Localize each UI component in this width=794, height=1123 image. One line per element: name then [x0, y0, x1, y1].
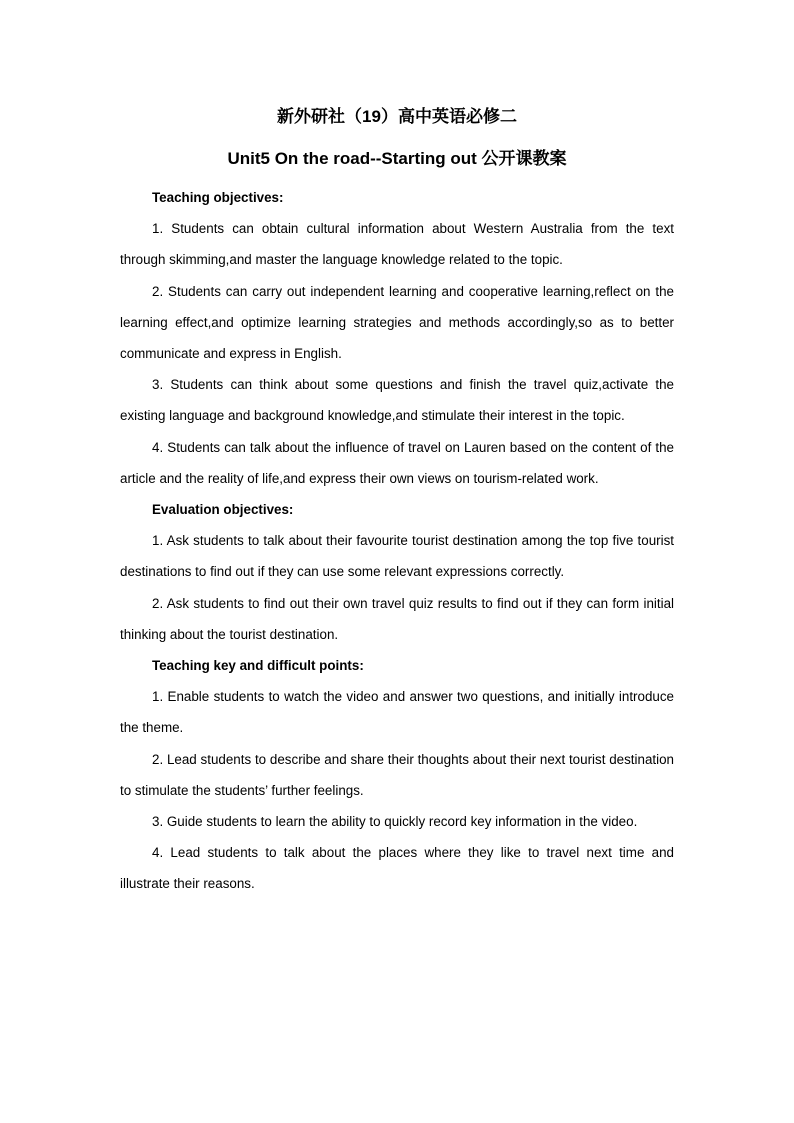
- document-subtitle: Unit5 On the road--Starting out 公开课教案: [227, 149, 567, 168]
- section-heading-teaching-objectives: Teaching objectives:: [152, 190, 284, 205]
- key-point-item: 1. Enable students to watch the video and answer two questions, and initially introduce the theme.: [120, 689, 674, 736]
- document-body: [120, 182, 674, 900]
- section-heading-key-points: Teaching key and difficult points:: [152, 658, 364, 674]
- teaching-objective-item: 3. Students can think about some questions and finish the travel quiz,activate the existing language and background knowledge,and stimulate their interest in the topic.: [120, 377, 674, 424]
- evaluation-objective-item: 2. Ask students to find out their own travel quiz results to find out if they can form initial thinking about the tourist destination.: [120, 595, 674, 642]
- key-point-item: 4. Lead students to talk about the places where they like to travel next time and illustrate their reasons.: [120, 845, 674, 892]
- section-heading-evaluation-objectives: Evaluation objectives:: [152, 502, 294, 518]
- teaching-objective-item: 4. Students can talk about the influence of travel on Lauren based on the content of the article and the reality of life,and express their own views on tourism-related work.: [120, 439, 674, 486]
- evaluation-objective-item: 1. Ask students to talk about their favourite tourist destination among the top five tourist destinations to find out if they can use some relevant expressions correctly.: [120, 533, 674, 580]
- teaching-objective-item: 1. Students can obtain cultural information about Western Australia from the text through skimming,and master the language knowledge related to the topic.: [120, 221, 674, 268]
- teaching-objective-item: 2. Students can carry out independent learning and cooperative learning,reflect on the learning effect,and optimize learning strategies and methods accordingly,so as to better communicate and express in English.: [120, 283, 674, 362]
- key-point-item: 3. Guide students to learn the ability to quickly record key information in the video.: [152, 814, 638, 830]
- key-point-item: 2. Lead students to describe and share their thoughts about their next tourist destination to stimulate the students’ further feelings.: [120, 751, 674, 798]
- document-title: 新外研社（19）高中英语必修二: [277, 107, 517, 126]
